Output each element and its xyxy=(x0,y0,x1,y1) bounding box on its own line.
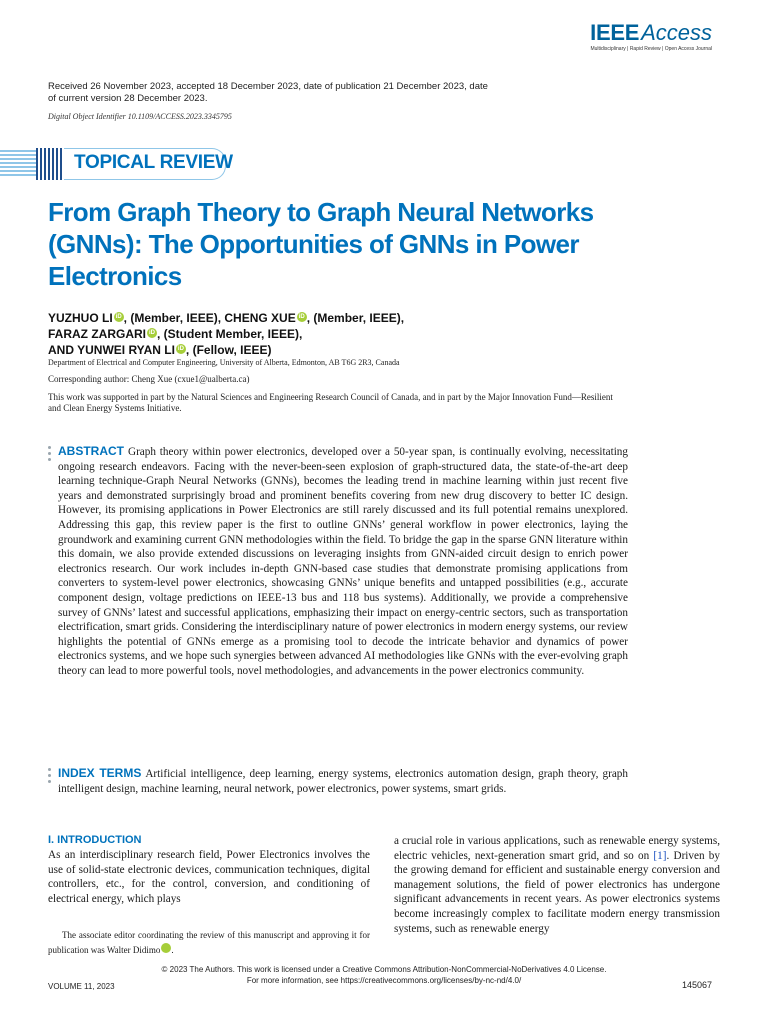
orcid-icon[interactable]: iD xyxy=(161,943,171,953)
journal-logo xyxy=(590,22,712,52)
author-role: , (Fellow, IEEE) xyxy=(185,343,272,357)
author-role: , (Student Member, IEEE), xyxy=(157,327,303,341)
logo-access: Access xyxy=(641,20,712,45)
footnote-text: The associate editor coordinating the review of this manuscript and approving it for publication was Walter Didimo xyxy=(48,930,370,955)
paper-title: From Graph Theory to Graph Neural Networks (GNNs): The Opportunities of GNNs in Power Electronics xyxy=(48,197,594,291)
right-text-a: a crucial role in various applications, such as renewable energy systems, electric vehicles, next-generation smart grid, and so on xyxy=(394,835,720,862)
author-role: , (Member, IEEE), xyxy=(123,311,225,325)
author-name: YUZHUO LI xyxy=(48,311,113,325)
index-terms-text: Artificial intelligence, deep learning, energy systems, electronics automation design, graph theory, graph intelligent design, machine learning, neural network, power electronics, power systems, smart grids. xyxy=(58,768,628,795)
license-line: © 2023 The Authors. This work is licensed under a Creative Commons Attribution-NonCommercial-NoDerivatives 4.0 License. xyxy=(161,965,607,974)
footnote-end: . xyxy=(171,945,174,955)
author-name: FARAZ ZARGARI xyxy=(48,327,146,341)
index-terms-label: INDEX TERMS xyxy=(58,766,142,780)
banner-label: TOPICAL REVIEW xyxy=(74,152,233,173)
intro-right-column xyxy=(394,834,720,936)
orcid-icon[interactable]: iD xyxy=(149,330,155,336)
abstract-label: ABSTRACT xyxy=(58,444,124,458)
volume-label: VOLUME 11, 2023 xyxy=(48,982,115,991)
orcid-icon[interactable]: iD xyxy=(177,346,184,352)
right-text-b: . Driven by the growing demand for efficient and sustainable energy conversion and management solutions, the field of power electronics has undergone significant advancements in recent years. As power electronics systems become increasingly complex to facilitate modern energy transmission systems, such as renewable energy xyxy=(394,849,720,935)
orcid-icon[interactable]: iD xyxy=(115,314,122,320)
author-role: , (Member, IEEE), xyxy=(306,311,405,325)
license-link[interactable]: For more information, see https://creativecommons.org/licenses/by-nc-nd/4.0/ xyxy=(246,976,522,985)
logo-tagline: Multidisciplinary | Rapid Review | Open Access Journal xyxy=(590,46,712,52)
topical-review-banner xyxy=(0,146,240,182)
received-dates: Received 26 November 2023, accepted 18 December 2023, date of publication 21 December 2023, date of current version 28 December 2023. xyxy=(48,81,488,104)
corresponding-author: Corresponding author: Cheng Xue (cxue1@ualberta.ca) xyxy=(48,374,250,384)
author-name: CHENG XUE xyxy=(224,311,296,325)
index-terms xyxy=(58,766,628,796)
intro-left-column: As an interdisciplinary research field, Power Electronics involves the use of solid-state electronic devices, communication techniques, digital controllers, etc., for the control, conversion, and conditioning of electrical energy, which plays xyxy=(48,849,370,905)
author-name: AND YUNWEI RYAN LI xyxy=(48,343,175,357)
abstract xyxy=(58,444,628,679)
doi: Digital Object Identifier 10.1109/ACCESS.2023.3345795 xyxy=(48,112,232,121)
logo-ieee: IEEE xyxy=(590,20,640,45)
section-heading: I. INTRODUCTION xyxy=(48,834,142,846)
page-number: 145067 xyxy=(681,980,712,990)
affiliation: Department of Electrical and Computer Engineering, University of Alberta, Edmonton, AB T6G 2R3, Canada xyxy=(48,358,400,367)
editor-footnote xyxy=(48,928,370,958)
funding-statement: This work was supported in part by the Natural Sciences and Engineering Research Council of Canada, and in part by the Major Innovation Fund—Resilient and Clean Energy Systems Initiative. xyxy=(48,392,613,413)
orcid-icon[interactable]: iD xyxy=(298,314,305,320)
license-notice xyxy=(0,964,768,986)
author-list xyxy=(48,310,648,358)
abstract-dots-icon xyxy=(48,446,52,464)
index-terms-dots-icon xyxy=(48,768,52,786)
banner-bars-decoration xyxy=(36,148,64,180)
abstract-text: Graph theory within power electronics, developed over a 50-year span, is continually evolving, necessitating ongoing research endeavors. Facing with the never-been-seen explosion of graph-structured data, the state-of-the-art deep learning technique-Graph Neural Networks (GNNs), becomes the leading trend in machine learning within just recent five years and demonstrated surprisingly broad and prominent benefits covering from new drug discovery to better IC design. However, its promising applications in Power Electronics are still rarely discussed and its full potential remains unexplored. Addressing this gap, this review paper is the first to outline GNNs’ general workflow in power electronics, laying the groundwork and examining current GNN methodologies within the field. To bridge the gap in the sparse GNN literature within this domain, we also provide extended discussions on leveraging insights from GNN-aided circuit design to enrich power electronics research. Our work includes in-depth GNN-based case studies that demonstrate promising applications from converters to system-level power electronics, showcasing GNNs’ unique benefits and untapped possibilities (e.g., accurate component design, voltage predictions on IEEE-13 bus and 118 bus systems). Additionally, we provide a comprehensive survey of GNNs’ latest and successful applications, emphasizing their impact on energy-centric sectors, such as transportation electrification, smart grids. Considering the interdisciplinary nature of power electronics in modern energy systems, our review highlights the potential of GNNs emerge as a promising tool to decode the intricate behavior and dynamics of power electronics systems, and we hope such synergies between advanced AI methodologies like GNNs with the ever-evolving graph theory can lead to more powerful tools, novel methodologies, and advancements in the power electronics community. xyxy=(58,446,628,677)
citation-link[interactable]: [1] xyxy=(653,849,667,862)
